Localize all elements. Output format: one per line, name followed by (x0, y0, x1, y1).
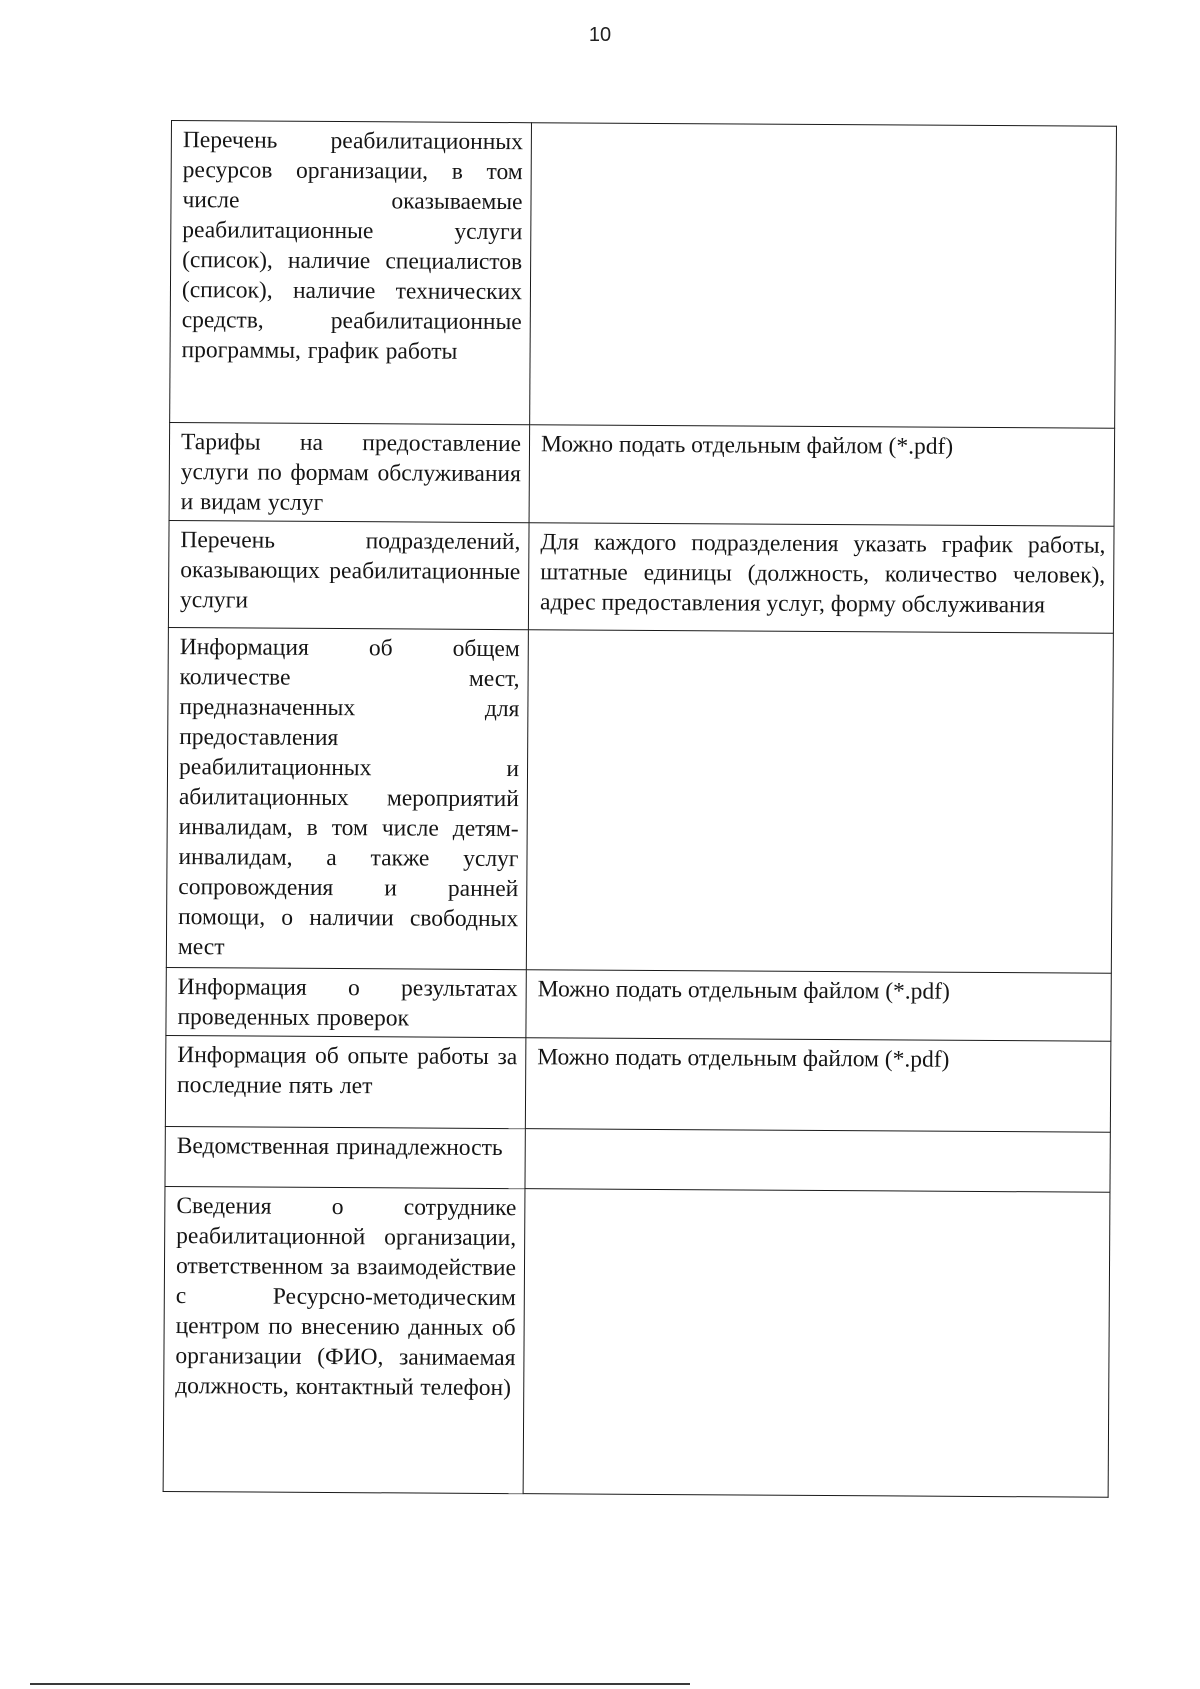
row-value-rehab-resources (530, 123, 1117, 429)
row-value-places-count (526, 630, 1113, 974)
row-label-rehab-resources: Перечень реабилитационных ресурсов организации, в том числе оказываемые реабилитационные услуги (список), наличие специалистов (список), наличие технических средств, реабилитационные программы, график работы (170, 121, 532, 425)
table-row (163, 1186, 1110, 1497)
scan-edge-line (30, 1683, 690, 1685)
row-value-tariffs: Можно подать отдельным файлом (*.pdf) (529, 425, 1115, 527)
row-label-places-count: Информация об общем количестве мест, предназначенных для предоставления реабилитационных и абилитационных мероприятий инвалидам, в том числе детям-инвалидам, а также услуг сопровождения и ранней помощи, о наличии свободных мест (166, 627, 528, 969)
table-row (170, 121, 1117, 429)
organization-info-table (163, 120, 1117, 1498)
row-label-responsible-employee: Сведения о сотруднике реабилитационной организации, ответственном за взаимодействие с Ресурсно-методическим центром по внесению данных об организации (ФИО, занимаемая должность, контактный телефон) (163, 1186, 525, 1493)
row-value-responsible-employee (523, 1189, 1110, 1498)
table-row (166, 967, 1111, 1041)
row-label-departmental-affiliation: Ведомственная принадлежность (165, 1126, 525, 1188)
row-label-experience: Информация об опыте работы за последние пять лет (165, 1035, 526, 1128)
row-label-tariffs: Тарифы на предоставление услуги по формам обслуживания и видам услуг (169, 422, 530, 522)
table-row (165, 1035, 1111, 1132)
row-value-experience: Можно подать отдельным файлом (*.pdf) (525, 1038, 1111, 1133)
row-value-inspections: Можно подать отдельным файлом (*.pdf) (526, 970, 1111, 1042)
row-value-departments: Для каждого подразделения указать график работы, штатные единицы (должность, количество человек), адрес предоставления услуг, форму обслуживания (528, 523, 1114, 634)
table-row (169, 422, 1115, 526)
table-row (168, 520, 1114, 633)
table-row (165, 1126, 1110, 1192)
row-label-inspections: Информация о результатах проведенных проверок (166, 967, 526, 1037)
row-label-departments: Перечень подразделений, оказывающих реабилитационные услуги (168, 520, 529, 629)
row-value-departmental-affiliation (525, 1129, 1110, 1193)
table-row (166, 627, 1113, 973)
page-number: 10 (588, 24, 612, 46)
